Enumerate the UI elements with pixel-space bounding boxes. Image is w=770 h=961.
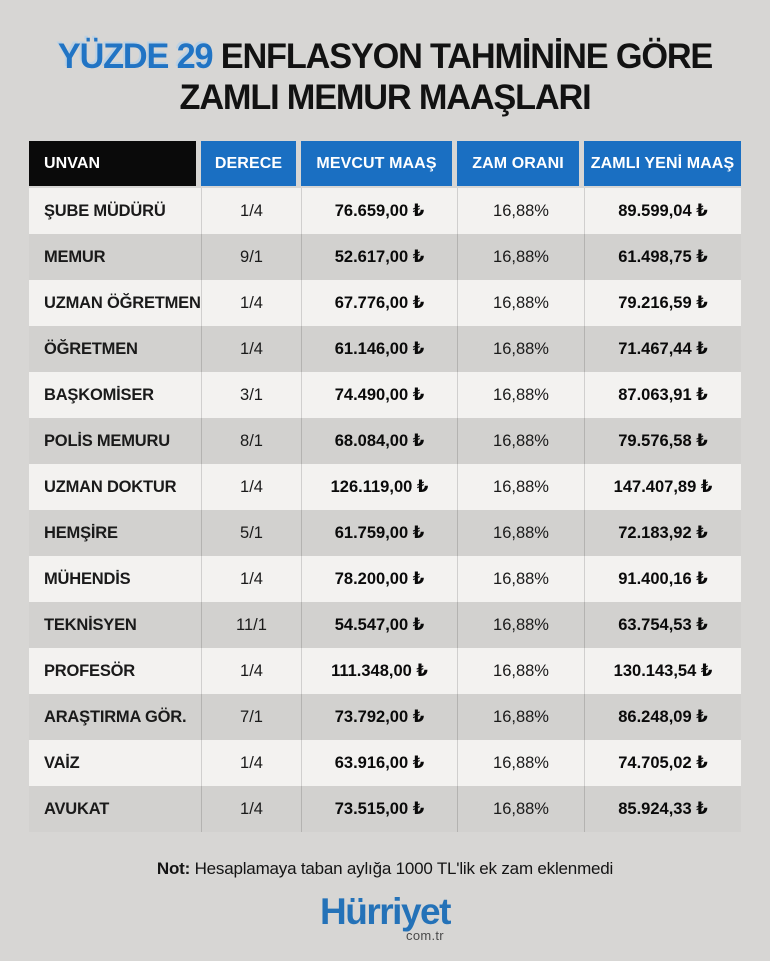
header-unvan: UNVAN [29, 141, 201, 186]
cell-zamli-yeni-maas: 130.143,54 ₺ [584, 648, 741, 694]
header-mevcut-maas: MEVCUT MAAŞ [301, 141, 457, 186]
cell-zam-orani: 16,88% [457, 372, 584, 418]
cell-mevcut-maas: 61.759,00 ₺ [301, 510, 457, 556]
cell-unvan: MÜHENDİS [44, 569, 131, 588]
cell-zam-orani: 16,88% [457, 740, 584, 786]
cell-zam-orani: 16,88% [457, 648, 584, 694]
title-line-2: ZAMLI MEMUR MAAŞLARI [179, 78, 591, 117]
cell-mevcut-maas: 78.200,00 ₺ [301, 556, 457, 602]
cell-zam-orani: 16,88% [457, 464, 584, 510]
footnote-text: Hesaplamaya taban aylığa 1000 TL'lik ek zam eklenmedi [194, 859, 614, 878]
cell-zamli-yeni-maas: 71.467,44 ₺ [584, 326, 741, 372]
cell-zam-orani: 16,88% [457, 694, 584, 740]
cell-zamli-yeni-maas: 86.248,09 ₺ [584, 694, 741, 740]
salary-table [29, 141, 741, 832]
title-line-1 [8, 36, 763, 77]
table-row [29, 188, 741, 234]
cell-zam-orani: 16,88% [457, 510, 584, 556]
cell-derece: 8/1 [201, 418, 301, 464]
cell-derece: 1/4 [201, 188, 301, 234]
cell-mevcut-maas: 73.515,00 ₺ [301, 786, 457, 832]
cell-mevcut-maas: 76.659,00 ₺ [301, 188, 457, 234]
cell-zam-orani: 16,88% [457, 188, 584, 234]
cell-mevcut-maas: 111.348,00 ₺ [301, 648, 457, 694]
hurriyet-logo-domain: com.tr [406, 928, 444, 943]
cell-mevcut-maas: 126.119,00 ₺ [301, 464, 457, 510]
table-row [29, 510, 741, 556]
page-title [8, 0, 763, 118]
cell-derece: 7/1 [201, 694, 301, 740]
cell-mevcut-maas: 52.617,00 ₺ [301, 234, 457, 280]
hurriyet-logo [320, 891, 450, 943]
cell-zamli-yeni-maas: 79.576,58 ₺ [584, 418, 741, 464]
cell-derece: 1/4 [201, 326, 301, 372]
cell-unvan: UZMAN DOKTUR [44, 477, 177, 496]
footer [0, 891, 770, 945]
cell-mevcut-maas: 73.792,00 ₺ [301, 694, 457, 740]
cell-mevcut-maas: 67.776,00 ₺ [301, 280, 457, 326]
cell-derece: 1/4 [201, 556, 301, 602]
cell-unvan: POLİS MEMURU [44, 431, 170, 450]
footnote-label: Not: [156, 859, 191, 878]
cell-zam-orani: 16,88% [457, 234, 584, 280]
table-row [29, 648, 741, 694]
table-row [29, 418, 741, 464]
cell-zam-orani: 16,88% [457, 326, 584, 372]
cell-unvan: PROFESÖR [44, 661, 135, 680]
cell-unvan: AVUKAT [44, 799, 110, 818]
hurriyet-logo-text: Hürriyet [320, 891, 450, 932]
cell-derece: 1/4 [201, 648, 301, 694]
table-row [29, 280, 741, 326]
cell-mevcut-maas: 68.084,00 ₺ [301, 418, 457, 464]
cell-derece: 1/4 [201, 786, 301, 832]
table-row [29, 464, 741, 510]
cell-unvan: VAİZ [44, 753, 80, 772]
cell-zam-orani: 16,88% [457, 556, 584, 602]
table-row [29, 740, 741, 786]
cell-zamli-yeni-maas: 72.183,92 ₺ [584, 510, 741, 556]
cell-zamli-yeni-maas: 74.705,02 ₺ [584, 740, 741, 786]
header-derece: DERECE [201, 141, 301, 186]
cell-zam-orani: 16,88% [457, 280, 584, 326]
cell-unvan: UZMAN ÖĞRETMEN [44, 293, 201, 312]
table-row [29, 234, 741, 280]
footnote [0, 859, 770, 879]
cell-zam-orani: 16,88% [457, 602, 584, 648]
cell-zam-orani: 16,88% [457, 418, 584, 464]
title-rest: ENFLASYON TAHMİNİNE GÖRE [212, 37, 713, 76]
cell-derece: 1/4 [201, 280, 301, 326]
header-zamli-yeni-maas: ZAMLI YENİ MAAŞ [584, 141, 741, 186]
table-row [29, 786, 741, 832]
cell-zamli-yeni-maas: 147.407,89 ₺ [584, 464, 741, 510]
cell-derece: 9/1 [201, 234, 301, 280]
cell-zamli-yeni-maas: 61.498,75 ₺ [584, 234, 741, 280]
table-header-row [29, 141, 741, 186]
cell-unvan: ARAŞTIRMA GÖR. [44, 707, 187, 726]
cell-unvan: BAŞKOMİSER [44, 385, 154, 404]
table-row [29, 556, 741, 602]
cell-unvan: ÖĞRETMEN [44, 339, 138, 358]
cell-zamli-yeni-maas: 85.924,33 ₺ [584, 786, 741, 832]
header-zam-orani: ZAM ORANI [457, 141, 584, 186]
cell-derece: 1/4 [201, 464, 301, 510]
cell-mevcut-maas: 74.490,00 ₺ [301, 372, 457, 418]
cell-zamli-yeni-maas: 91.400,16 ₺ [584, 556, 741, 602]
cell-derece: 11/1 [201, 602, 301, 648]
table-row [29, 602, 741, 648]
table-row [29, 694, 741, 740]
cell-zamli-yeni-maas: 79.216,59 ₺ [584, 280, 741, 326]
cell-zam-orani: 16,88% [457, 786, 584, 832]
cell-unvan: HEMŞİRE [44, 523, 118, 542]
cell-derece: 3/1 [201, 372, 301, 418]
cell-derece: 1/4 [201, 740, 301, 786]
cell-derece: 5/1 [201, 510, 301, 556]
cell-zamli-yeni-maas: 89.599,04 ₺ [584, 188, 741, 234]
table-row [29, 326, 741, 372]
cell-zamli-yeni-maas: 63.754,53 ₺ [584, 602, 741, 648]
cell-mevcut-maas: 61.146,00 ₺ [301, 326, 457, 372]
title-highlight: YÜZDE 29 [57, 37, 213, 76]
cell-mevcut-maas: 54.547,00 ₺ [301, 602, 457, 648]
table-body [29, 188, 741, 832]
cell-unvan: MEMUR [44, 247, 106, 266]
cell-mevcut-maas: 63.916,00 ₺ [301, 740, 457, 786]
cell-unvan: ŞUBE MÜDÜRÜ [44, 201, 166, 220]
cell-unvan: TEKNİSYEN [44, 615, 137, 634]
cell-zamli-yeni-maas: 87.063,91 ₺ [584, 372, 741, 418]
table-row [29, 372, 741, 418]
